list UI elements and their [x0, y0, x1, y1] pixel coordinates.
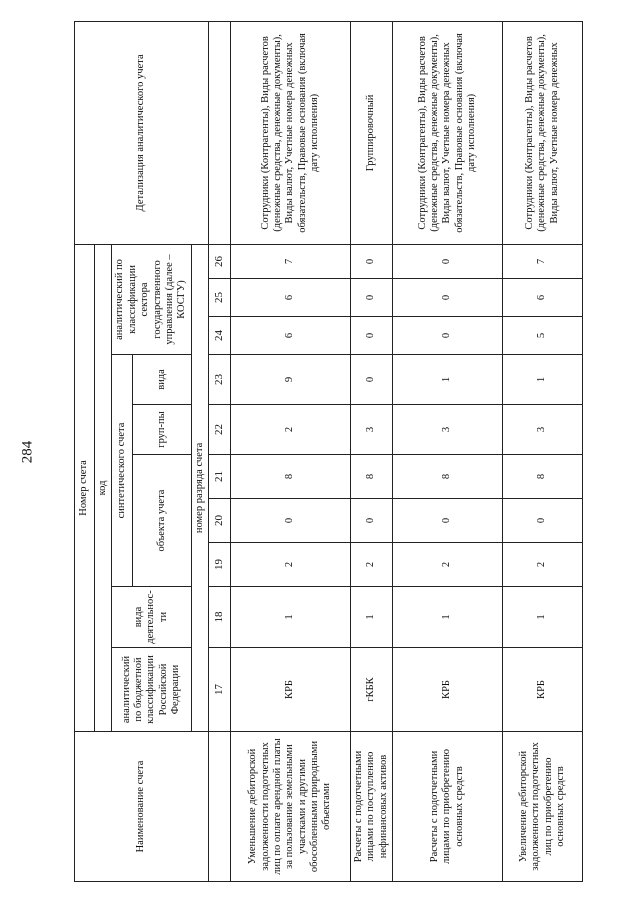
header-analytical-budget: аналитический по бюджетной классификации Российской Федерации — [112, 648, 191, 732]
row-c17: КРБ — [231, 648, 351, 732]
header-account-number: Номер счета — [75, 244, 95, 731]
table-row — [231, 21, 351, 881]
column-number-blank — [209, 732, 231, 882]
column-number: 26 — [209, 244, 231, 278]
table-row — [393, 21, 503, 881]
row-c21: 8 — [351, 455, 393, 499]
row-c20: 0 — [231, 499, 351, 543]
header-analytical-kosgu: аналитический по классификации сектора государственного управления (далее – КОСГУ) — [112, 244, 191, 354]
row-c20: 0 — [503, 499, 583, 543]
column-number: 21 — [209, 455, 231, 499]
row-c18: 1 — [231, 587, 351, 648]
row-c21: 8 — [503, 455, 583, 499]
row-c23: 1 — [393, 355, 503, 405]
column-number: 20 — [209, 499, 231, 543]
row-c23: 9 — [231, 355, 351, 405]
header-account-name: Наименование счета — [75, 732, 209, 882]
row-c24: 5 — [503, 317, 583, 355]
row-c20: 0 — [393, 499, 503, 543]
row-c22: 3 — [503, 405, 583, 455]
row-c24: 0 — [351, 317, 393, 355]
row-c23: 1 — [503, 355, 583, 405]
header-groups: груп-пы — [132, 405, 191, 455]
row-account-name: Расчеты с подотчетными лицами по приобретению основных средств — [393, 732, 503, 882]
row-c25: 0 — [351, 279, 393, 317]
row-c25: 6 — [503, 279, 583, 317]
row-c26: 7 — [231, 244, 351, 278]
header-code: код — [95, 244, 112, 731]
row-c21: 8 — [393, 455, 503, 499]
column-number: 18 — [209, 587, 231, 648]
column-number: 24 — [209, 317, 231, 355]
header-detail: Детализация аналитического учета — [75, 21, 209, 244]
row-c19: 2 — [503, 543, 583, 587]
row-c25: 0 — [393, 279, 503, 317]
row-detail: Сотрудники (Контрагенты), Виды расчетов (денежные средства, денежные документы), Виды валют, Учетные номера денежных обязательств, Правовые основания (включая дату исполнения) — [231, 21, 351, 244]
row-c25: 6 — [231, 279, 351, 317]
table-row — [503, 21, 583, 881]
column-number-blank — [209, 21, 231, 244]
row-c17: КРБ — [503, 648, 583, 732]
row-c19: 2 — [231, 543, 351, 587]
table-row — [351, 21, 393, 881]
row-detail: Сотрудники (Контрагенты), Виды расчетов (денежные средства, денежные документы), Виды валют, Учетные номера денежных обязательств, Правовые основания (включая дату исполнения) — [393, 21, 503, 244]
column-number: 25 — [209, 279, 231, 317]
page-number: 284 — [19, 440, 36, 464]
row-c26: 0 — [393, 244, 503, 278]
row-c23: 0 — [351, 355, 393, 405]
row-account-name: Расчеты с подотчетными лицами по поступлению нефинансовых активов — [351, 732, 393, 882]
row-account-name: Увеличение дебиторской задолженности подотчетных лиц по приобретению основных средств — [503, 732, 583, 882]
row-c22: 3 — [393, 405, 503, 455]
row-c24: 0 — [393, 317, 503, 355]
header-type: вида — [132, 355, 191, 405]
row-c18: 1 — [503, 587, 583, 648]
row-c26: 7 — [503, 244, 583, 278]
column-number: 17 — [209, 648, 231, 732]
row-c22: 2 — [231, 405, 351, 455]
row-detail: Сотрудники (Контрагенты), Виды расчетов (денежные средства, денежные документы), Виды валют, Учетные номера денежных — [503, 21, 583, 244]
column-number: 19 — [209, 543, 231, 587]
rotated-table-container — [74, 22, 566, 882]
row-account-name: Уменьшение дебиторской задолженности подотчетных лиц по оплате арендной платы за пользование земельными участками и другими обособленными природными объектами — [231, 732, 351, 882]
row-c18: 1 — [393, 587, 503, 648]
row-c20: 0 — [351, 499, 393, 543]
row-detail: Группировочный — [351, 21, 393, 244]
row-c21: 8 — [231, 455, 351, 499]
row-c22: 3 — [351, 405, 393, 455]
row-c26: 0 — [351, 244, 393, 278]
header-digit-number: номер разряда счета — [191, 244, 208, 731]
row-c19: 2 — [393, 543, 503, 587]
column-number: 22 — [209, 405, 231, 455]
header-activity-type: вида деятельнос-ти — [112, 587, 191, 648]
row-c18: 1 — [351, 587, 393, 648]
account-table — [74, 21, 583, 882]
row-c24: 6 — [231, 317, 351, 355]
header-synthetic: синтетического счета — [112, 355, 132, 587]
row-c19: 2 — [351, 543, 393, 587]
row-c17: КРБ — [393, 648, 503, 732]
header-accounting-object: объекта учета — [132, 455, 191, 587]
column-number: 23 — [209, 355, 231, 405]
row-c17: гКБК — [351, 648, 393, 732]
